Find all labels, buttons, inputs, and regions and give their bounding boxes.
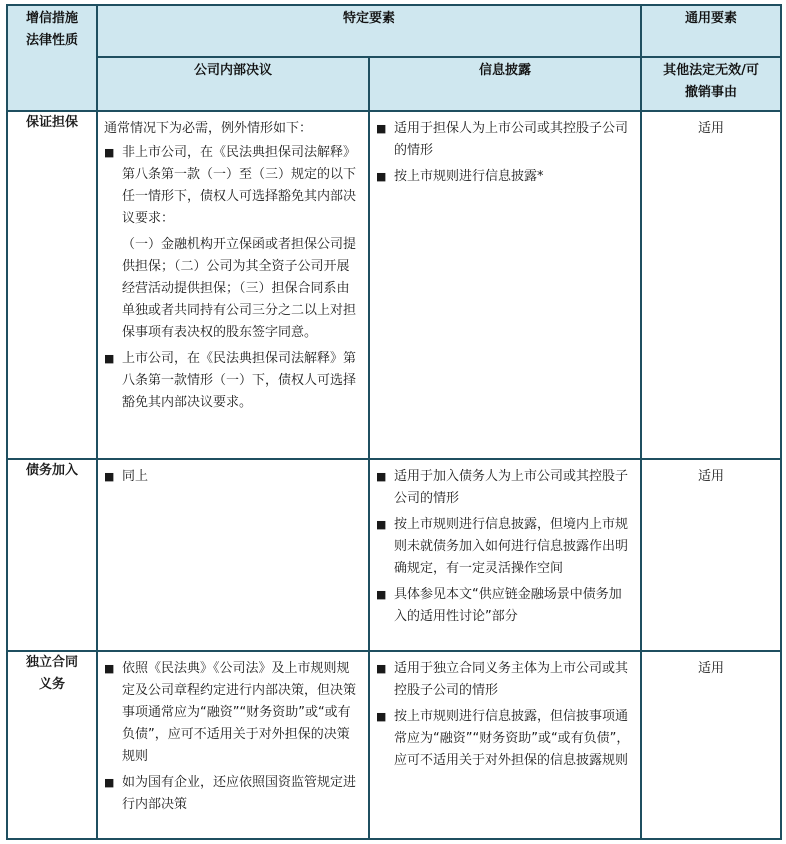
list-item-text: 适用于加入债务人为上市公司或其控股子公司的情形 xyxy=(394,469,629,506)
row-label: 债务加入 xyxy=(7,459,97,651)
legal-nature-table xyxy=(6,4,782,840)
corner-header-line1: 增信措施 xyxy=(25,11,78,26)
table-row xyxy=(7,111,781,459)
internal-cell xyxy=(97,651,369,839)
list-item-subtext: （一）金融机构开立保函或者担保公司提供担保；（二）公司为其全资子公司开展经营活动提供担保；（三）担保合同系由单独或者共同持有公司三分之二以上对担保事项有表决权的股东签字同意。 xyxy=(122,237,357,340)
bullet-icon: ■ xyxy=(104,146,115,159)
other-invalid-header-line1: 其他法定无效/可 xyxy=(663,63,759,78)
table-row xyxy=(7,651,781,839)
list-item xyxy=(376,706,634,772)
list-item-text: 按上市规则进行信息披露* xyxy=(394,169,544,184)
table-row xyxy=(7,459,781,651)
internal-cell xyxy=(97,459,369,651)
row-label: 保证担保 xyxy=(7,111,97,459)
specific-elements-header: 特定要素 xyxy=(97,5,641,57)
disclosure-cell xyxy=(369,111,641,459)
bullet-icon: ■ xyxy=(104,470,115,483)
row-label xyxy=(7,651,97,839)
bullet-icon: ■ xyxy=(104,662,115,675)
list-item-text: 上市公司，在《民法典担保司法解释》第八条第一款情形（一）下，债权人可选择豁免其内部决议要求。 xyxy=(122,351,357,410)
bullet-icon: ■ xyxy=(376,518,387,531)
list-item-text: 如为国有企业，还应依照国资监管规定进行内部决策 xyxy=(122,775,357,812)
bullet-icon: ■ xyxy=(376,710,387,723)
bullet-icon: ■ xyxy=(376,588,387,601)
internal-cell xyxy=(97,111,369,459)
list-item xyxy=(376,584,634,628)
list-item xyxy=(104,772,362,816)
list-item xyxy=(104,658,362,768)
list-item-text: 适用于担保人为上市公司或其控股子公司的情形 xyxy=(394,121,629,158)
row-label-line2: 义务 xyxy=(38,677,65,692)
list-item-text: 同上 xyxy=(122,469,149,484)
other-cell: 适用 xyxy=(641,459,781,651)
bullet-icon: ■ xyxy=(376,170,387,183)
row-label-line1: 独立合同 xyxy=(25,655,78,670)
other-invalid-header xyxy=(641,57,781,111)
other-cell: 适用 xyxy=(641,651,781,839)
list-item xyxy=(376,118,634,162)
list-item xyxy=(104,466,362,488)
list-item xyxy=(376,466,634,510)
general-elements-header: 通用要素 xyxy=(641,5,781,57)
list-item-text: 依照《民法典》《公司法》及上市规则规定及公司章程约定进行内部决策，但决策事项通常应为“融资”“财务资助”或“或有负债”，应可不适用关于对外担保的决策规则 xyxy=(122,661,357,764)
internal-resolution-header: 公司内部决议 xyxy=(97,57,369,111)
other-invalid-header-line2: 撤销事由 xyxy=(685,85,738,100)
bullet-icon: ■ xyxy=(376,122,387,135)
list-item xyxy=(376,166,634,188)
bullet-icon: ■ xyxy=(376,470,387,483)
list-item xyxy=(104,142,362,344)
list-item xyxy=(104,348,362,414)
corner-header xyxy=(7,5,97,111)
disclosure-header: 信息披露 xyxy=(369,57,641,111)
other-cell: 适用 xyxy=(641,111,781,459)
internal-intro: 通常情况下为必需，例外情形如下： xyxy=(104,121,313,136)
list-item-text: 按上市规则进行信息披露，但境内上市规则未就债务加入如何进行信息披露作出明确规定，有一定灵活操作空间 xyxy=(394,517,629,576)
disclosure-cell xyxy=(369,651,641,839)
bullet-icon: ■ xyxy=(376,662,387,675)
disclosure-cell xyxy=(369,459,641,651)
list-item xyxy=(376,658,634,702)
list-item-text: 按上市规则进行信息披露，但信披事项通常应为“融资”“财务资助”或“或有负债”，应可不适用关于对外担保的信息披露规则 xyxy=(394,709,630,768)
list-item xyxy=(376,514,634,580)
corner-header-line2: 法律性质 xyxy=(25,33,78,48)
list-item-text: 适用于独立合同义务主体为上市公司或其控股子公司的情形 xyxy=(394,661,629,698)
bullet-icon: ■ xyxy=(104,776,115,789)
bullet-icon: ■ xyxy=(104,352,115,365)
list-item-text: 具体参见本文“供应链金融场景中债务加入的适用性讨论”部分 xyxy=(394,587,622,624)
list-item-text: 非上市公司，在《民法典担保司法解释》第八条第一款（一）至（三）规定的以下任一情形下，债权人可选择豁免其内部决议要求： xyxy=(122,145,357,226)
